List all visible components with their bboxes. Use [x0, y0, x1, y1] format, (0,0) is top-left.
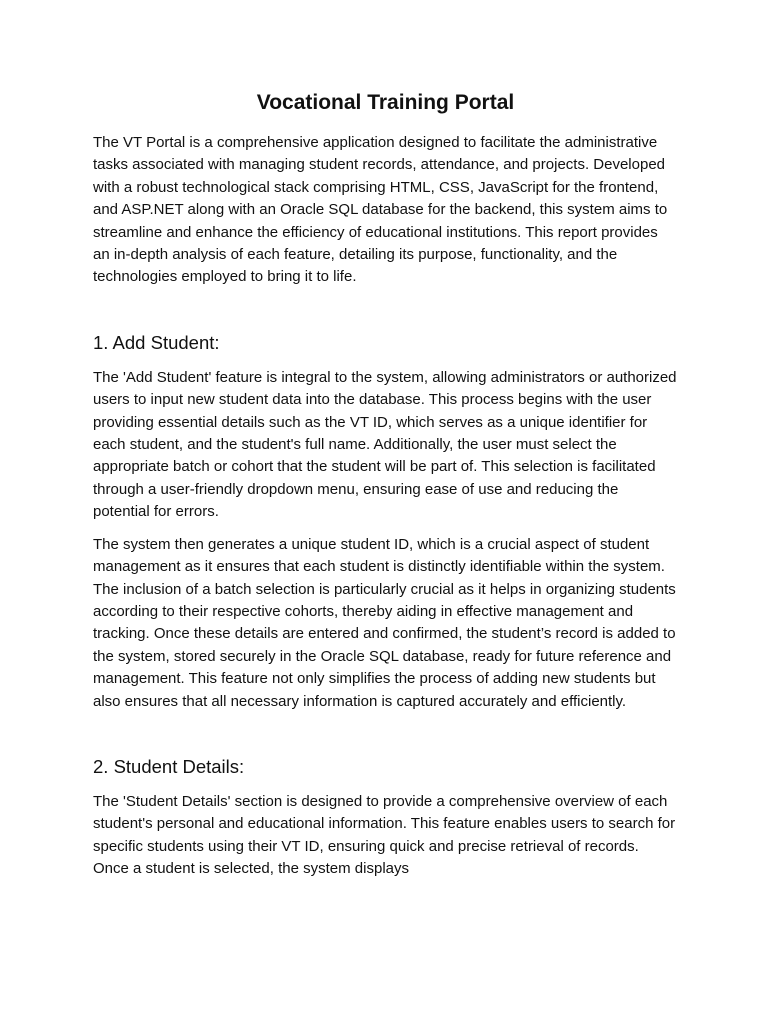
document-page	[93, 88, 678, 881]
section-heading-student-details: 2. Student Details:	[93, 755, 245, 777]
section-add-student	[93, 329, 678, 713]
add-student-paragraph-1: The 'Add Student' feature is integral to the system, allowing administrators or authorized users to input new student data into the database. This process begins with the user providing essential details such as the VT ID, which serves as a unique identifier for each student, and the student's full name. Additionally, the user must select the appropriate batch or cohort that the student will be part of. This selection is facilitated through a user-friendly dropdown menu, ensuring ease of use and reducing the potential for errors.	[93, 368, 677, 521]
intro-paragraph: The VT Portal is a comprehensive application designed to facilitate the administrative tasks associated with managing student records, attendance, and projects. Developed with a robust technological stack comprising HTML, CSS, JavaScript for the frontend, and ASP.NET along with an Oracle SQL database for the backend, this system aims to streamline and enhance the efficiency of educational institutions. This report provides an in-depth analysis of each feature, detailing its purpose, functionality, and the technologies employed to bring it to life.	[93, 134, 668, 286]
section-heading-add-student: 1. Add Student:	[93, 331, 220, 353]
add-student-paragraph-2: The system then generates a unique student ID, which is a crucial aspect of student management as it ensures that each student is distinctly identifiable within the system. The inclusion of a batch selection is particularly crucial as it helps in organizing students according to their respective cohorts, thereby aiding in effective management and tracking. Once these details are entered and confirmed, the student’s record is added to the system, stored securely in the Oracle SQL database, ready for future reference and management. This feature not only simplifies the process of adding new students but also ensures that all necessary information is captured accurately and efficiently.	[93, 535, 676, 710]
section-student-details	[93, 753, 678, 881]
student-details-paragraph-1: The 'Student Details' section is designed to provide a comprehensive overview of each student's personal and educational information. This feature enables users to search for specific students using their VT ID, ensuring quick and precise retrieval of records. Once a student is selected, the system displays	[93, 792, 676, 878]
document-title: Vocational Training Portal	[256, 91, 515, 114]
